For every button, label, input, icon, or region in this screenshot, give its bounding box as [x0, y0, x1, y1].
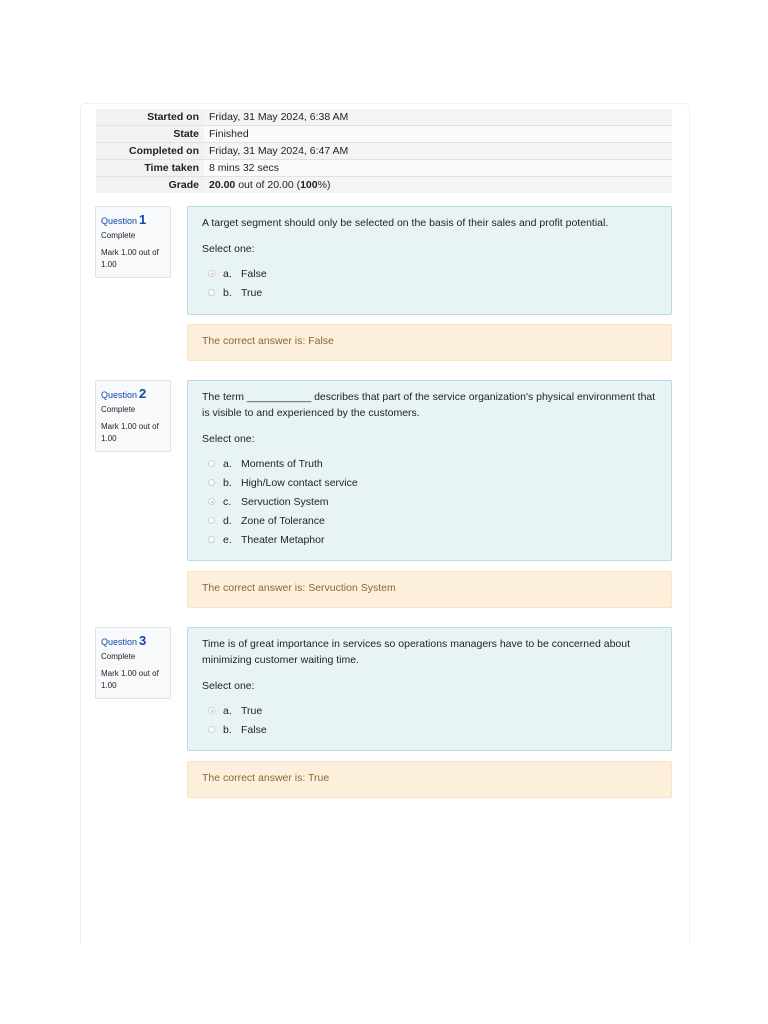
option-letter: c. — [223, 495, 232, 508]
option-text: False — [241, 723, 267, 736]
question-state: Complete — [101, 405, 136, 414]
question-info — [95, 206, 171, 278]
summary-value: Finished — [204, 126, 672, 143]
option-text: High/Low contact service — [241, 476, 358, 489]
summary-label: Started on — [96, 109, 204, 126]
summary-row-grade — [96, 177, 672, 194]
question-grade: Mark 1.00 out of 1.00 — [101, 422, 159, 443]
option-text: Servuction System — [241, 495, 329, 508]
radio-button[interactable] — [208, 536, 215, 543]
grade-percent: 100 — [300, 179, 318, 191]
option-letter: a. — [223, 704, 232, 717]
summary-label: Completed on — [96, 143, 204, 160]
option-letter: b. — [223, 723, 232, 736]
option-text: True — [241, 704, 263, 717]
question-grade: Mark 1.00 out of 1.00 — [101, 669, 159, 690]
question-text: A target segment should only be selected on the basis of their sales and profit potential. — [202, 217, 609, 229]
question-state: Complete — [101, 231, 136, 240]
summary-value — [204, 177, 672, 194]
answer-option[interactable] — [202, 701, 657, 720]
grade-percent-sign: %) — [317, 179, 331, 191]
question-info — [95, 627, 171, 699]
option-letter: b. — [223, 286, 232, 299]
question-number — [101, 212, 165, 227]
answer-option[interactable] — [202, 511, 657, 530]
attempt-summary-table — [96, 109, 672, 193]
question-formulation — [187, 627, 672, 751]
correct-answer-feedback: The correct answer is: Servuction System — [187, 571, 672, 608]
radio-button-checked[interactable] — [208, 270, 215, 277]
option-text: True — [241, 286, 263, 299]
grade-score: 20.00 — [209, 179, 236, 191]
summary-label: Grade — [96, 177, 204, 194]
answer-option[interactable] — [202, 264, 657, 283]
radio-button[interactable] — [208, 726, 215, 733]
radio-button[interactable] — [208, 479, 215, 486]
select-one-prompt: Select one: — [202, 433, 255, 445]
answer-option[interactable] — [202, 720, 657, 739]
summary-row-completed — [96, 143, 672, 160]
question-label: Question — [101, 390, 138, 400]
radio-button[interactable] — [208, 460, 215, 467]
radio-button[interactable] — [208, 517, 215, 524]
question-number-value: 1 — [139, 212, 147, 227]
radio-button-checked[interactable] — [208, 498, 215, 505]
radio-button[interactable] — [208, 289, 215, 296]
question-label: Question — [101, 216, 138, 226]
question-text: Time is of great importance in services so operations managers have to be concerned about minimizing customer waiting time. — [202, 638, 631, 666]
option-text: False — [241, 267, 267, 280]
question-info — [95, 380, 171, 452]
answer-option[interactable] — [202, 454, 657, 473]
question-text: The term ___________ describes that part of the service organization's physical environment that is visible to and experienced by the customers. — [202, 391, 656, 419]
option-text: Moments of Truth — [241, 457, 323, 470]
summary-row-started — [96, 109, 672, 126]
summary-value: Friday, 31 May 2024, 6:38 AM — [204, 109, 672, 126]
select-one-prompt: Select one: — [202, 243, 255, 255]
option-letter: d. — [223, 514, 232, 527]
question-formulation — [187, 206, 672, 315]
summary-label: Time taken — [96, 160, 204, 177]
question-number — [101, 386, 165, 401]
answer-options — [202, 701, 657, 739]
select-one-prompt: Select one: — [202, 680, 255, 692]
correct-answer-feedback: The correct answer is: True — [187, 761, 672, 798]
question-formulation — [187, 380, 672, 561]
option-letter: e. — [223, 533, 232, 546]
option-letter: a. — [223, 457, 232, 470]
option-letter: a. — [223, 267, 232, 280]
option-letter: b. — [223, 476, 232, 489]
option-text: Zone of Tolerance — [241, 514, 325, 527]
summary-row-state — [96, 126, 672, 143]
answer-option[interactable] — [202, 473, 657, 492]
question-label: Question — [101, 637, 138, 647]
option-text: Theater Metaphor — [241, 533, 325, 546]
answer-options — [202, 264, 657, 302]
summary-label: State — [96, 126, 204, 143]
question-number-value: 2 — [139, 386, 147, 401]
answer-option[interactable] — [202, 283, 657, 302]
summary-row-time-taken — [96, 160, 672, 177]
correct-answer-feedback: The correct answer is: False — [187, 324, 672, 361]
answer-option[interactable] — [202, 530, 657, 549]
question-number-value: 3 — [139, 633, 147, 648]
question-grade: Mark 1.00 out of 1.00 — [101, 248, 159, 269]
summary-value: Friday, 31 May 2024, 6:47 AM — [204, 143, 672, 160]
summary-value: 8 mins 32 secs — [204, 160, 672, 177]
question-state: Complete — [101, 652, 136, 661]
grade-out-of: out of 20.00 ( — [235, 179, 301, 191]
radio-button-checked[interactable] — [208, 707, 215, 714]
answer-option[interactable] — [202, 492, 657, 511]
answer-options — [202, 454, 657, 549]
question-number — [101, 633, 165, 648]
